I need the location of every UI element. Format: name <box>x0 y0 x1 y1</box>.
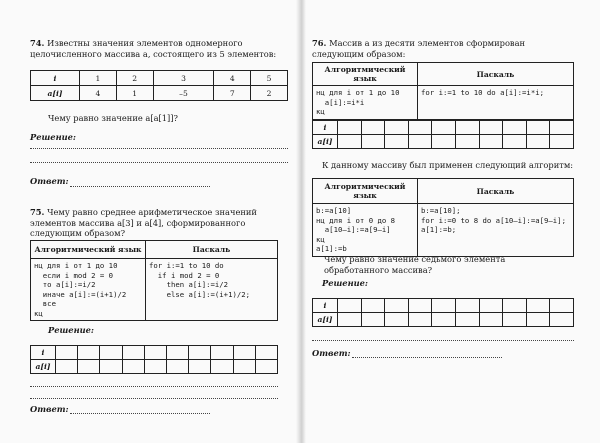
empty-cell[interactable] <box>166 346 188 360</box>
empty-cell[interactable] <box>211 346 233 360</box>
col-pascal-header: Паскаль <box>418 63 574 86</box>
pascal-code: for i:=1 to 10 do if i mod 2 = 0 then a[i]:=i/2 else a[i]:=(i+1)/2; <box>149 261 251 299</box>
empty-cell[interactable] <box>385 299 409 313</box>
index-cell: 2 <box>116 71 153 86</box>
problem-76 <box>312 38 574 59</box>
empty-cell[interactable] <box>166 360 188 374</box>
row-a-label: a[i] <box>31 360 56 374</box>
alg-code: нц для i от 1 до 10 a[i]:=i*i кц <box>316 88 400 116</box>
answer-field[interactable] <box>70 413 210 414</box>
problem-76-code-table-1 <box>312 62 574 120</box>
empty-cell[interactable] <box>144 360 166 374</box>
value-cell: –5 <box>153 86 214 101</box>
col-alg-header: Алгоритмический язык <box>313 63 418 86</box>
empty-cell[interactable] <box>361 135 385 149</box>
row-i-label: i <box>31 346 56 360</box>
value-cell: 4 <box>80 86 117 101</box>
index-cell: 5 <box>251 71 288 86</box>
empty-cell[interactable] <box>408 313 432 327</box>
empty-cell[interactable] <box>338 135 362 149</box>
empty-cell[interactable] <box>78 346 100 360</box>
row-i-label: i <box>31 71 80 86</box>
empty-cell[interactable] <box>550 121 574 135</box>
empty-cell[interactable] <box>408 121 432 135</box>
pascal-code: for i:=1 to 10 do a[i]:=i*i; <box>421 88 545 97</box>
empty-cell[interactable] <box>479 299 503 313</box>
problem-76-text: Массив a из десяти элементов сформирован следующим образом: <box>312 38 526 59</box>
empty-cell[interactable] <box>503 135 527 149</box>
empty-cell[interactable] <box>455 299 479 313</box>
empty-cell[interactable] <box>122 346 144 360</box>
empty-cell[interactable] <box>233 346 255 360</box>
problem-74-table <box>30 70 288 101</box>
empty-cell[interactable] <box>338 121 362 135</box>
problem-75-number: 75. <box>30 207 45 217</box>
answer-line[interactable] <box>312 340 574 341</box>
problem-74 <box>30 38 288 59</box>
empty-cell[interactable] <box>432 135 456 149</box>
empty-cell[interactable] <box>338 299 362 313</box>
answer-line[interactable] <box>30 148 288 149</box>
value-cell: 7 <box>214 86 251 101</box>
empty-cell[interactable] <box>526 313 550 327</box>
empty-cell[interactable] <box>408 135 432 149</box>
pascal-code: b:=a[10]; for i:=0 to 8 do a[10–i]:=a[9–i]; a[1]:=b; <box>421 206 566 234</box>
problem-76-solution-label: Решение: <box>322 278 368 288</box>
empty-cell[interactable] <box>455 313 479 327</box>
col-pascal-header: Паскаль <box>418 179 574 204</box>
empty-cell[interactable] <box>361 121 385 135</box>
alg-code: b:=a[10] нц для i от 0 до 8 a[10–i]:=a[9–i] кц a[1]:=b <box>316 206 396 253</box>
problem-74-text: Известны значения элементов одномерного целочисленного массива a, состоящего из 5 элементов: <box>30 38 277 59</box>
problem-74-number: 74. <box>30 38 45 48</box>
empty-cell[interactable] <box>479 135 503 149</box>
answer-line[interactable] <box>30 398 278 399</box>
problem-76-answer-label: Ответ: <box>312 348 351 358</box>
empty-cell[interactable] <box>432 299 456 313</box>
empty-cell[interactable] <box>550 135 574 149</box>
problem-76-question: Чему равно значение седьмого элемента обработанного массива? <box>324 254 506 275</box>
empty-cell[interactable] <box>455 121 479 135</box>
index-cell: 4 <box>214 71 251 86</box>
problem-76-code-table-2 <box>312 178 574 257</box>
empty-cell[interactable] <box>122 360 144 374</box>
answer-field[interactable] <box>352 357 502 358</box>
empty-cell[interactable] <box>503 121 527 135</box>
empty-cell[interactable] <box>550 299 574 313</box>
empty-cell[interactable] <box>78 360 100 374</box>
col-alg-header: Алгоритмический язык <box>31 241 146 259</box>
empty-cell[interactable] <box>233 360 255 374</box>
empty-cell[interactable] <box>144 346 166 360</box>
col-alg-header: Алгоритмический язык <box>313 179 418 204</box>
problem-76-array-table-2 <box>312 298 574 327</box>
problem-75-code-table <box>30 240 278 321</box>
row-i-label: i <box>313 121 338 135</box>
alg-code: нц для i от 1 до 10 если i mod 2 = 0 то a[i]:=i/2 иначе a[i]:=(i+1)/2 все кц <box>34 261 127 318</box>
problem-74-solution-label: Решение: <box>30 132 76 142</box>
empty-cell[interactable] <box>255 346 277 360</box>
empty-cell[interactable] <box>550 313 574 327</box>
row-i-label: i <box>313 299 338 313</box>
empty-cell[interactable] <box>526 299 550 313</box>
problem-75-text: Чему равно среднее арифметическое значений элементов массива a[3] и a[4], сформированного следующим образом? <box>30 207 257 238</box>
empty-cell[interactable] <box>338 313 362 327</box>
empty-cell[interactable] <box>56 346 78 360</box>
empty-cell[interactable] <box>503 313 527 327</box>
index-cell: 1 <box>80 71 117 86</box>
empty-cell[interactable] <box>189 360 211 374</box>
empty-cell[interactable] <box>361 313 385 327</box>
empty-cell[interactable] <box>455 135 479 149</box>
problem-76-text2: К данному массиву был применен следующий алгоритм: <box>322 160 574 170</box>
index-cell: 3 <box>153 71 214 86</box>
empty-cell[interactable] <box>100 360 122 374</box>
empty-cell[interactable] <box>56 360 78 374</box>
problem-74-answer-label: Ответ: <box>30 176 69 186</box>
row-a-label: a[i] <box>313 135 338 149</box>
answer-field[interactable] <box>70 186 210 187</box>
empty-cell[interactable] <box>432 121 456 135</box>
problem-76-array-table-1 <box>312 120 574 149</box>
empty-cell[interactable] <box>385 135 409 149</box>
problem-76-number: 76. <box>312 38 327 48</box>
empty-cell[interactable] <box>526 121 550 135</box>
answer-line[interactable] <box>30 162 288 163</box>
value-cell: 1 <box>116 86 153 101</box>
empty-cell[interactable] <box>385 313 409 327</box>
problem-74-question: Чему равно значение a[a[1]]? <box>48 113 178 123</box>
row-a-label: a[i] <box>313 313 338 327</box>
empty-cell[interactable] <box>503 299 527 313</box>
empty-cell[interactable] <box>189 346 211 360</box>
empty-cell[interactable] <box>432 313 456 327</box>
row-a-label: a[i] <box>31 86 80 101</box>
empty-cell[interactable] <box>255 360 277 374</box>
empty-cell[interactable] <box>479 313 503 327</box>
empty-cell[interactable] <box>526 135 550 149</box>
empty-cell[interactable] <box>385 121 409 135</box>
col-pascal-header: Паскаль <box>146 241 278 259</box>
problem-75-answer-label: Ответ: <box>30 404 69 414</box>
answer-line[interactable] <box>30 386 278 387</box>
empty-cell[interactable] <box>361 299 385 313</box>
problem-75-answer-table <box>30 345 278 374</box>
empty-cell[interactable] <box>211 360 233 374</box>
book-spine <box>296 0 306 443</box>
empty-cell[interactable] <box>479 121 503 135</box>
value-cell: 2 <box>251 86 288 101</box>
problem-75 <box>30 207 288 239</box>
empty-cell[interactable] <box>408 299 432 313</box>
problem-75-solution-label: Решение: <box>48 325 94 335</box>
empty-cell[interactable] <box>100 346 122 360</box>
